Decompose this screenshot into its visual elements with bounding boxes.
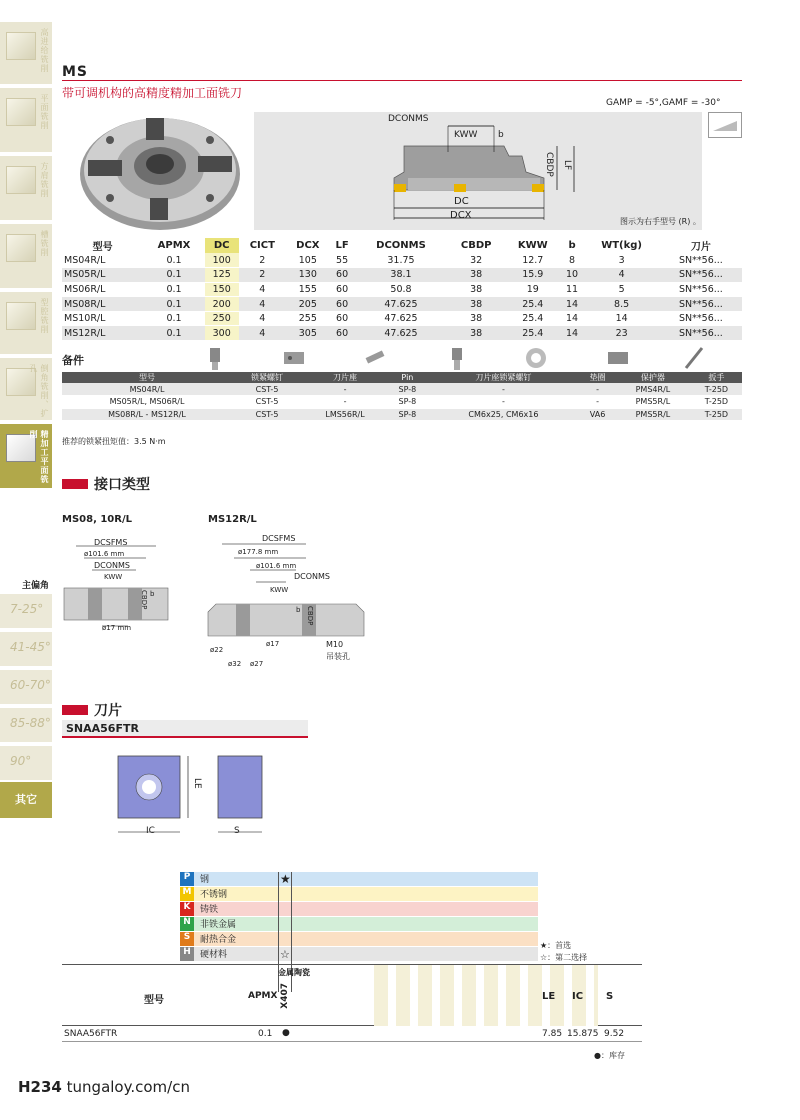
spec-cell: 14 [561, 326, 584, 341]
angle-tab-90[interactable]: 90° [0, 746, 52, 782]
acc-cell: - [580, 383, 615, 396]
gamp-note: GAMP = -5°,GAMF = -30° [606, 98, 721, 108]
spec-cell: 10 [561, 268, 584, 283]
spec-body [62, 253, 742, 341]
spec-cell: 205 [286, 297, 330, 312]
grade-stripes [374, 965, 598, 1026]
spec-cell: 200 [205, 297, 239, 312]
legend-second: ☆：第二选择 [540, 953, 588, 962]
insert-s: S [234, 826, 240, 836]
spec-cell: 12.7 [505, 253, 561, 268]
left-dcsfms: DCSFMS [94, 538, 128, 547]
acc-row [62, 408, 742, 421]
spec-header-row [62, 238, 742, 253]
spec-cell: 0.1 [143, 311, 204, 326]
acc-cell: SP-8 [388, 408, 427, 421]
tab-thumb [6, 166, 36, 194]
accessories-title: 备件 [62, 354, 84, 367]
grade-col-model: 型号 [144, 995, 164, 1006]
material-code: M [180, 887, 194, 901]
grade-table [62, 964, 642, 1026]
left-d101: ø101.6 mm [84, 550, 125, 558]
spec-cell: MS08R/L [62, 297, 143, 312]
grade-col-cermet: 金属陶瓷 [278, 968, 310, 977]
acc-col-washer: 垫圈 [580, 372, 615, 383]
angle-tab-41-45[interactable]: 41-45° [0, 632, 52, 668]
insert-section-header [62, 700, 122, 720]
col-kww: KWW [517, 240, 548, 251]
lead-angle-label: 主偏角 [22, 581, 50, 591]
material-code: S [180, 932, 194, 946]
spec-row [62, 326, 742, 341]
sidebar-tab-chamfer[interactable]: 倒角铣削、扩孔 [0, 358, 52, 422]
cutter-photo [70, 108, 250, 234]
right-dcsfms: DCSFMS [262, 534, 296, 543]
screw-icon [210, 348, 220, 370]
spec-cell: 100 [205, 253, 239, 268]
grade-col-s: S [606, 991, 614, 1002]
right-kww: KWW [270, 586, 289, 594]
spec-cell: SN**56... [660, 282, 742, 297]
grade-col-le: LE [542, 991, 556, 1002]
footer [18, 1078, 190, 1096]
spec-cell: 60 [330, 311, 355, 326]
spec-cell: 15.9 [505, 268, 561, 283]
spec-cell: 4 [239, 297, 286, 312]
accessories-table [62, 372, 742, 421]
col-dcx: DCX [296, 240, 320, 251]
right-d177: ø177.8 mm [238, 548, 279, 556]
tab-thumb [6, 234, 36, 262]
diagram-lf: LF [562, 160, 572, 171]
sidebar-tab-face-milling[interactable]: 平面铣削 [0, 88, 52, 154]
spec-cell: 130 [286, 268, 330, 283]
spec-cell: 8 [561, 253, 584, 268]
col-apmx: APMX [157, 240, 191, 251]
grade-row-le: 7.85 [542, 1029, 563, 1039]
spec-cell: 11 [561, 282, 584, 297]
tab-thumb [6, 98, 36, 126]
spec-cell: 25.4 [505, 311, 561, 326]
spec-cell: 150 [205, 282, 239, 297]
right-d27: ø27 [250, 660, 264, 668]
grade-row-ic: 15.875 [567, 1029, 599, 1039]
diagram-cbdp: CBDP [544, 152, 554, 177]
spec-cell: 2 [239, 253, 286, 268]
spec-cell: 47.625 [354, 297, 447, 312]
insert-ic: IC [146, 826, 155, 836]
spec-cell: 255 [286, 311, 330, 326]
material-name: 非铁金属 [200, 920, 237, 930]
acc-cell: CM6x25, CM6x16 [427, 408, 580, 421]
spec-cell: 19 [505, 282, 561, 297]
acc-cell: T-25D [691, 396, 742, 409]
right-dconms: DCONMS [294, 572, 331, 581]
spec-row [62, 297, 742, 312]
spec-cell: 38 [448, 282, 505, 297]
acc-col-protector: 保护器 [615, 372, 691, 383]
diagram-note: 图示为右手型号 (R) 。 [620, 217, 701, 226]
material-row [180, 932, 538, 947]
col-lf: LF [335, 240, 349, 251]
spec-cell: 0.1 [143, 268, 204, 283]
col-cbdp: CBDP [460, 240, 492, 251]
protector-icon [608, 352, 628, 364]
cutter-diagram-drawing [254, 112, 702, 230]
preferred-star: ★ [280, 872, 291, 886]
spec-cell: 32 [448, 253, 505, 268]
spec-cell: 300 [205, 326, 239, 341]
spec-cell: MS12R/L [62, 326, 143, 341]
grade-row-stock: ● [282, 1028, 290, 1038]
diagram-dcx: DCX [450, 210, 472, 221]
pin-icon [366, 350, 385, 363]
acc-cell: CST-5 [232, 383, 302, 396]
angle-tab-7-25[interactable]: 7-25° [0, 594, 52, 630]
acc-col-holder-screw: 刀片座锁紧螺钉 [427, 372, 580, 383]
right-m10: M10 [326, 640, 344, 649]
tab-thumb [6, 302, 36, 330]
left-cbdp: CBDP [140, 590, 148, 610]
acc-cell: CST-5 [232, 408, 302, 421]
page-subtitle: 带可调机构的高精度精加工面铣刀 [62, 86, 243, 100]
material-row [180, 887, 538, 902]
spec-row [62, 268, 742, 283]
page-number: H234 [18, 1078, 62, 1096]
material-row [180, 902, 538, 917]
acc-cell: PMS5R/L [615, 408, 691, 421]
tab-thumb [6, 32, 36, 60]
spec-cell: 3 [583, 253, 659, 268]
grade-col-apmx: APMX [248, 991, 278, 1001]
acc-col-holder: 刀片座 [302, 372, 388, 383]
spec-cell: SN**56... [660, 297, 742, 312]
cutter-diagram [254, 112, 702, 230]
material-name: 铸铁 [200, 905, 219, 915]
diagram-dconms: DCONMS [388, 114, 429, 124]
insert-drawing [114, 752, 274, 842]
acc-cell: MS05R/L, MS06R/L [62, 396, 232, 409]
finish-face-icon [708, 112, 742, 138]
material-code: H [180, 947, 194, 961]
spec-cell: 14 [583, 311, 659, 326]
spec-cell: SN**56... [660, 253, 742, 268]
left-d17: ø17 mm [102, 624, 132, 632]
insert-title: 刀片 [94, 703, 122, 719]
acc-cell: VA6 [580, 408, 615, 421]
spec-cell: 250 [205, 311, 239, 326]
col-cict: CICT [249, 240, 275, 251]
spec-cell: 5 [583, 282, 659, 297]
spec-cell: 0.1 [143, 326, 204, 341]
spec-row [62, 253, 742, 268]
acc-header-row [62, 372, 742, 383]
holder-screw-icon [452, 348, 462, 370]
spec-cell: 25.4 [505, 326, 561, 341]
acc-row [62, 383, 742, 396]
spec-cell: 60 [330, 268, 355, 283]
spec-cell: 105 [286, 253, 330, 268]
diagram-kww: KWW [454, 130, 478, 140]
insert-le: LE [192, 778, 202, 789]
col-dc: DC [205, 238, 239, 253]
acc-cell: - [302, 383, 388, 396]
second-choice-star: ☆ [280, 948, 290, 961]
grade-row-model: SNAA56FTR [64, 1029, 118, 1039]
legend-preferred: ★：首选 [540, 941, 572, 950]
acc-cell: MS08R/L - MS12R/L [62, 408, 232, 421]
material-code: P [180, 872, 194, 886]
grade-row-apmx: 0.1 [258, 1029, 273, 1039]
angle-tab-other[interactable]: 其它 [0, 782, 52, 818]
sidebar-tab-pocket[interactable]: 型腔铣削 [0, 292, 52, 356]
sidebar-tab-finish-face[interactable]: 精加工平面铣削 [0, 424, 52, 490]
acc-col-model: 型号 [62, 372, 232, 383]
spec-cell: 4 [239, 326, 286, 341]
interface-left-name: MS08, 10R/L [62, 514, 132, 525]
series-title: MS [62, 64, 89, 80]
right-lift-hole: 吊装孔 [326, 652, 350, 661]
spec-cell: 0.1 [143, 282, 204, 297]
spec-cell: 23 [583, 326, 659, 341]
sidebar-tab-high-feed[interactable]: 高进给铣削 [0, 22, 52, 86]
acc-col-pin: Pin [388, 372, 427, 383]
spec-cell: 31.75 [354, 253, 447, 268]
spec-cell: SN**56... [660, 326, 742, 341]
acc-cell: T-25D [691, 383, 742, 396]
spec-cell: 60 [330, 282, 355, 297]
right-b: b [296, 606, 301, 614]
right-d22: ø22 [210, 646, 224, 654]
acc-cell: PMS5R/L [615, 396, 691, 409]
acc-cell: T-25D [691, 408, 742, 421]
right-d32: ø32 [228, 660, 242, 668]
spec-cell: 4 [239, 311, 286, 326]
spec-cell: MS10R/L [62, 311, 143, 326]
spec-cell: 38 [448, 311, 505, 326]
acc-cell: LMS56R/L [302, 408, 388, 421]
material-name: 耐热合金 [200, 935, 237, 945]
material-legend [180, 872, 538, 962]
angle-tab-60-70[interactable]: 60-70° [0, 670, 52, 706]
spec-cell: 125 [205, 268, 239, 283]
spec-cell: 8.5 [583, 297, 659, 312]
material-name: 钢 [200, 875, 210, 885]
acc-cell: SP-8 [388, 383, 427, 396]
stock-legend: ●：库存 [594, 1051, 625, 1060]
accessory-icons [190, 346, 740, 372]
acc-cell: - [427, 383, 580, 396]
spec-cell: 60 [330, 326, 355, 341]
material-code: N [180, 917, 194, 931]
acc-cell: SP-8 [388, 396, 427, 409]
left-b: b [150, 590, 155, 598]
spec-cell: 47.625 [354, 311, 447, 326]
material-code: K [180, 902, 194, 916]
diagram-dc: DC [454, 196, 469, 207]
acc-col-wrench: 扳手 [691, 372, 742, 383]
acc-col-screw: 锁紧螺钉 [232, 372, 302, 383]
wrench-icon [686, 348, 702, 368]
acc-cell: CST-5 [232, 396, 302, 409]
right-d17: ø17 [266, 640, 280, 648]
spec-row [62, 311, 742, 326]
title-rule [62, 80, 742, 81]
spec-cell: 38 [448, 326, 505, 341]
spec-cell: 38.1 [354, 268, 447, 283]
spec-cell: 38 [448, 268, 505, 283]
spec-cell: 0.1 [143, 297, 204, 312]
spec-cell: 47.625 [354, 326, 447, 341]
insert-code: SNAA56FTR [62, 720, 308, 738]
spec-cell: 60 [330, 297, 355, 312]
spec-cell: 4 [583, 268, 659, 283]
left-kww: KWW [104, 573, 123, 581]
spec-cell: 305 [286, 326, 330, 341]
grade-col-ic: IC [572, 991, 584, 1002]
acc-cell: - [302, 396, 388, 409]
diagram-b: b [498, 130, 504, 140]
angle-tab-85-88[interactable]: 85-88° [0, 708, 52, 744]
grade-x407: X407 [280, 983, 290, 1009]
spec-cell: 38 [448, 297, 505, 312]
acc-row [62, 396, 742, 409]
material-row [180, 917, 538, 932]
col-b: b [568, 240, 576, 251]
spec-cell: 4 [239, 282, 286, 297]
spec-cell: 14 [561, 297, 584, 312]
material-name: 硬材料 [200, 950, 228, 960]
sidebar-tab-slot[interactable]: 槽铣削 [0, 224, 52, 290]
col-model: 型号 [92, 242, 113, 253]
material-row [180, 947, 538, 962]
washer-icon [526, 348, 546, 368]
spec-cell: 50.8 [354, 282, 447, 297]
left-dconms: DCONMS [94, 561, 131, 570]
spec-cell: 2 [239, 268, 286, 283]
col-dconms: DCONMS [376, 240, 426, 251]
acc-cell: - [427, 396, 580, 409]
interface-right-name: MS12R/L [208, 514, 257, 525]
site-link[interactable]: tungaloy.com/cn [66, 1078, 190, 1096]
spec-cell: 0.1 [143, 253, 204, 268]
torque-note: 推荐的锁紧扭矩值：3.5 N·m [62, 437, 166, 446]
spec-cell: 14 [561, 311, 584, 326]
spec-cell: MS05R/L [62, 268, 143, 283]
section-marker [62, 705, 88, 715]
acc-cell: MS04R/L [62, 383, 232, 396]
sidebar-tab-shoulder[interactable]: 方肩铣削 [0, 156, 52, 222]
spec-row [62, 282, 742, 297]
spec-cell: 155 [286, 282, 330, 297]
interface-title: 接口类型 [94, 477, 150, 493]
spec-cell: 25.4 [505, 297, 561, 312]
grade-row [62, 1028, 642, 1042]
acc-cell: PMS4R/L [615, 383, 691, 396]
col-insert: 刀片 [690, 242, 711, 253]
spec-cell: 55 [330, 253, 355, 268]
spec-cell: MS06R/L [62, 282, 143, 297]
grade-row-s: 9.52 [604, 1029, 625, 1039]
spec-cell: SN**56... [660, 268, 742, 283]
acc-cell: - [580, 396, 615, 409]
spec-cell: SN**56... [660, 311, 742, 326]
acc-body [62, 383, 742, 421]
insert-holder-icon [284, 352, 304, 364]
spec-cell: MS04R/L [62, 253, 143, 268]
interface-section-header [62, 474, 150, 494]
section-marker [62, 479, 88, 489]
right-cbdp: CBDP [306, 606, 314, 626]
material-name: 不锈钢 [200, 890, 228, 900]
col-wt: WT(kg) [601, 240, 643, 251]
right-d101: ø101.6 mm [256, 562, 297, 570]
material-row [180, 872, 538, 887]
spec-table [62, 238, 742, 341]
